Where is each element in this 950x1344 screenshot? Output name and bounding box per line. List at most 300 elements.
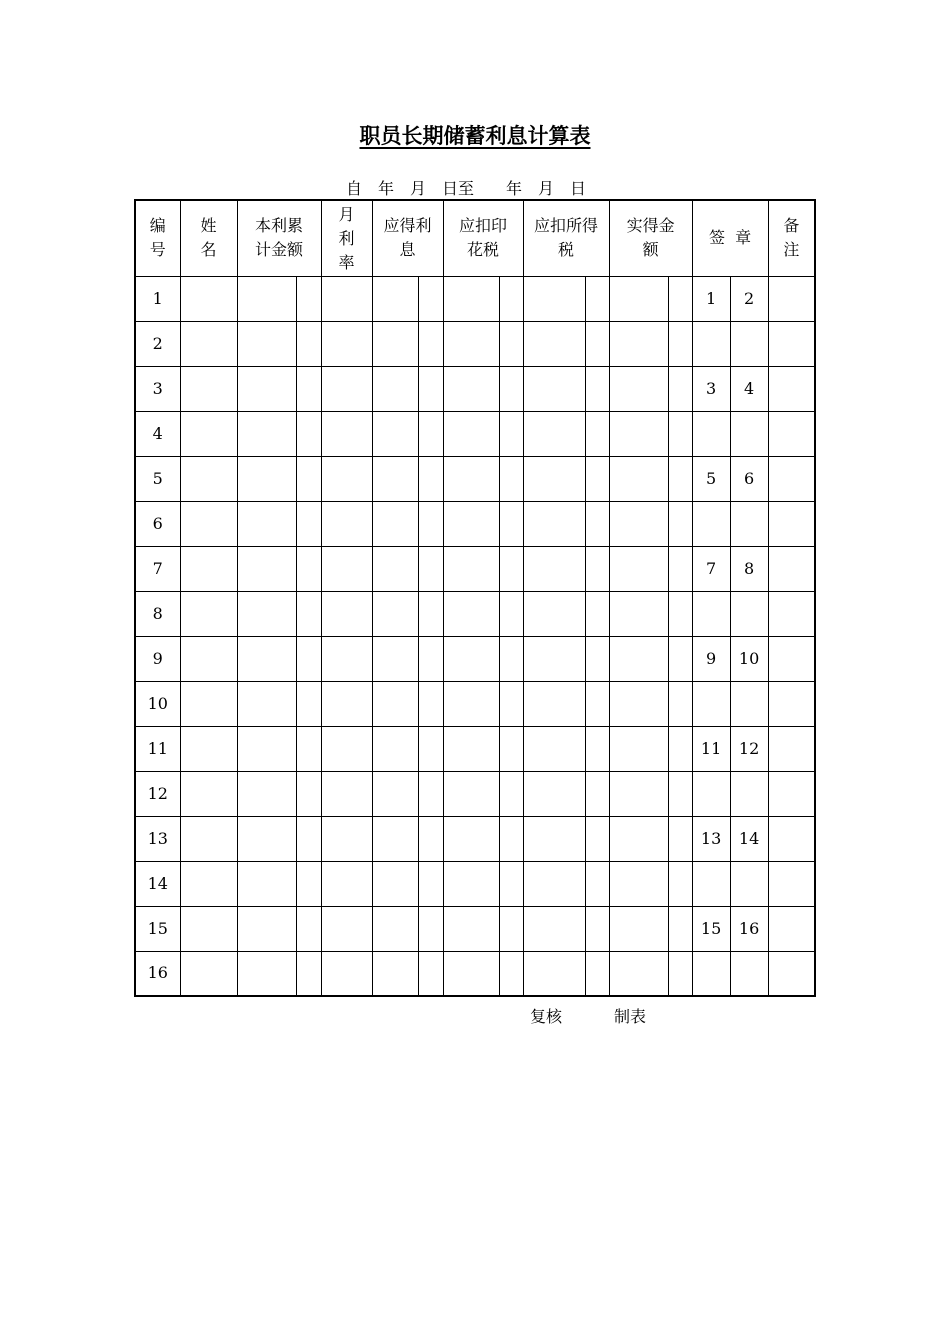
cell-stamp-tax-int[interactable] bbox=[443, 321, 499, 366]
cell-net-dec[interactable] bbox=[668, 321, 692, 366]
cell-name[interactable] bbox=[180, 951, 237, 996]
cell-stamp-tax-dec[interactable] bbox=[499, 501, 523, 546]
cell-income-tax-int[interactable] bbox=[523, 591, 585, 636]
cell-stamp-tax-int[interactable] bbox=[443, 951, 499, 996]
cell-remark[interactable] bbox=[768, 411, 815, 456]
header-principal-line1: 本利累 bbox=[255, 216, 304, 235]
table-row bbox=[135, 816, 815, 861]
cell-income-tax-dec[interactable] bbox=[585, 906, 609, 951]
table-row bbox=[135, 591, 815, 636]
header-rate-line3: 率 bbox=[338, 253, 355, 272]
cell-interest-int[interactable] bbox=[372, 411, 418, 456]
cell-interest-dec[interactable] bbox=[418, 906, 443, 951]
cell-rate[interactable] bbox=[321, 636, 372, 681]
header-name-line2: 名 bbox=[200, 240, 217, 259]
cell-no: 10 bbox=[135, 681, 180, 726]
cell-principal-dec[interactable] bbox=[296, 366, 321, 411]
cell-name[interactable] bbox=[180, 681, 237, 726]
cell-interest-int[interactable] bbox=[372, 951, 418, 996]
cell-name[interactable] bbox=[180, 906, 237, 951]
cell-interest-int[interactable] bbox=[372, 726, 418, 771]
cell-income-tax-dec[interactable] bbox=[585, 321, 609, 366]
cell-net-int[interactable] bbox=[609, 501, 668, 546]
cell-sign-b[interactable]: 6 bbox=[730, 456, 768, 501]
cell-interest-dec[interactable] bbox=[418, 816, 443, 861]
cell-principal-int[interactable] bbox=[237, 681, 296, 726]
cell-remark[interactable] bbox=[768, 366, 815, 411]
cell-principal-int[interactable] bbox=[237, 546, 296, 591]
header-remark bbox=[768, 200, 815, 276]
cell-no: 15 bbox=[135, 906, 180, 951]
cell-stamp-tax-dec[interactable] bbox=[499, 276, 523, 321]
cell-net-dec[interactable] bbox=[668, 681, 692, 726]
cell-stamp-tax-dec[interactable] bbox=[499, 546, 523, 591]
cell-remark[interactable] bbox=[768, 816, 815, 861]
cell-sign-b[interactable]: 4 bbox=[730, 366, 768, 411]
cell-sign-b[interactable]: 14 bbox=[730, 816, 768, 861]
cell-name[interactable] bbox=[180, 546, 237, 591]
cell-stamp-tax-int[interactable] bbox=[443, 636, 499, 681]
cell-sign-b[interactable]: 2 bbox=[730, 276, 768, 321]
cell-rate[interactable] bbox=[321, 366, 372, 411]
header-net-line2: 额 bbox=[642, 240, 659, 259]
cell-stamp-tax-dec[interactable] bbox=[499, 591, 523, 636]
cell-remark[interactable] bbox=[768, 591, 815, 636]
cell-income-tax-int[interactable] bbox=[523, 681, 585, 726]
cell-no: 12 bbox=[135, 771, 180, 816]
cell-sign-a[interactable]: 1 bbox=[692, 276, 730, 321]
cell-interest-dec[interactable] bbox=[418, 591, 443, 636]
cell-principal-int[interactable] bbox=[237, 501, 296, 546]
cell-sign-a[interactable]: 5 bbox=[692, 456, 730, 501]
cell-interest-int[interactable] bbox=[372, 456, 418, 501]
cell-rate[interactable] bbox=[321, 591, 372, 636]
cell-net-dec[interactable] bbox=[668, 726, 692, 771]
cell-net-int[interactable] bbox=[609, 951, 668, 996]
cell-net-dec[interactable] bbox=[668, 546, 692, 591]
cell-income-tax-dec[interactable] bbox=[585, 771, 609, 816]
cell-net-int[interactable] bbox=[609, 591, 668, 636]
cell-rate[interactable] bbox=[321, 321, 372, 366]
header-no-line2: 号 bbox=[149, 240, 166, 259]
cell-principal-dec[interactable] bbox=[296, 591, 321, 636]
table-row bbox=[135, 906, 815, 951]
cell-net-int[interactable] bbox=[609, 456, 668, 501]
table-row bbox=[135, 771, 815, 816]
cell-interest-dec[interactable] bbox=[418, 771, 443, 816]
cell-interest-dec[interactable] bbox=[418, 861, 443, 906]
cell-principal-dec[interactable] bbox=[296, 276, 321, 321]
table-body bbox=[135, 276, 815, 996]
cell-interest-int[interactable] bbox=[372, 771, 418, 816]
cell-sign-a[interactable] bbox=[692, 771, 730, 816]
cell-net-int[interactable] bbox=[609, 906, 668, 951]
header-no bbox=[135, 200, 180, 276]
cell-interest-dec[interactable] bbox=[418, 501, 443, 546]
cell-stamp-tax-int[interactable] bbox=[443, 816, 499, 861]
cell-principal-int[interactable] bbox=[237, 366, 296, 411]
cell-name[interactable] bbox=[180, 591, 237, 636]
cell-stamp-tax-int[interactable] bbox=[443, 501, 499, 546]
cell-interest-dec[interactable] bbox=[418, 951, 443, 996]
cell-rate[interactable] bbox=[321, 861, 372, 906]
cell-income-tax-int[interactable] bbox=[523, 771, 585, 816]
cell-principal-int[interactable] bbox=[237, 321, 296, 366]
cell-income-tax-dec[interactable] bbox=[585, 546, 609, 591]
cell-income-tax-int[interactable] bbox=[523, 546, 585, 591]
cell-rate[interactable] bbox=[321, 726, 372, 771]
cell-interest-dec[interactable] bbox=[418, 681, 443, 726]
cell-sign-b[interactable] bbox=[730, 861, 768, 906]
cell-principal-int[interactable] bbox=[237, 726, 296, 771]
cell-remark[interactable] bbox=[768, 861, 815, 906]
table-row bbox=[135, 366, 815, 411]
cell-interest-int[interactable] bbox=[372, 636, 418, 681]
cell-principal-dec[interactable] bbox=[296, 861, 321, 906]
cell-income-tax-int[interactable] bbox=[523, 366, 585, 411]
cell-sign-a[interactable] bbox=[692, 321, 730, 366]
cell-stamp-tax-int[interactable] bbox=[443, 861, 499, 906]
cell-remark[interactable] bbox=[768, 636, 815, 681]
cell-stamp-tax-int[interactable] bbox=[443, 366, 499, 411]
header-income-tax bbox=[523, 200, 609, 276]
cell-sign-a[interactable]: 7 bbox=[692, 546, 730, 591]
cell-remark[interactable] bbox=[768, 321, 815, 366]
header-row bbox=[135, 200, 815, 276]
date-range-line: 自 年 月 日至 年 月 日 bbox=[346, 179, 587, 198]
cell-principal-int[interactable] bbox=[237, 456, 296, 501]
cell-income-tax-int[interactable] bbox=[523, 321, 585, 366]
cell-sign-a[interactable]: 15 bbox=[692, 906, 730, 951]
cell-net-int[interactable] bbox=[609, 861, 668, 906]
cell-stamp-tax-dec[interactable] bbox=[499, 726, 523, 771]
cell-principal-dec[interactable] bbox=[296, 501, 321, 546]
cell-stamp-tax-dec[interactable] bbox=[499, 771, 523, 816]
cell-interest-int[interactable] bbox=[372, 816, 418, 861]
cell-no: 4 bbox=[135, 411, 180, 456]
header-rate bbox=[321, 200, 372, 276]
cell-principal-dec[interactable] bbox=[296, 321, 321, 366]
cell-net-dec[interactable] bbox=[668, 951, 692, 996]
cell-interest-dec[interactable] bbox=[418, 726, 443, 771]
cell-rate[interactable] bbox=[321, 276, 372, 321]
cell-sign-a[interactable]: 13 bbox=[692, 816, 730, 861]
cell-principal-int[interactable] bbox=[237, 816, 296, 861]
cell-income-tax-dec[interactable] bbox=[585, 366, 609, 411]
cell-rate[interactable] bbox=[321, 816, 372, 861]
header-stamp-tax-line2: 花税 bbox=[467, 240, 500, 259]
cell-sign-a[interactable] bbox=[692, 681, 730, 726]
cell-income-tax-dec[interactable] bbox=[585, 726, 609, 771]
cell-stamp-tax-int[interactable] bbox=[443, 456, 499, 501]
table-row bbox=[135, 456, 815, 501]
cell-sign-a[interactable] bbox=[692, 501, 730, 546]
cell-stamp-tax-dec[interactable] bbox=[499, 861, 523, 906]
cell-name[interactable] bbox=[180, 816, 237, 861]
cell-interest-int[interactable] bbox=[372, 591, 418, 636]
cell-income-tax-int[interactable] bbox=[523, 636, 585, 681]
cell-rate[interactable] bbox=[321, 546, 372, 591]
cell-sign-b[interactable] bbox=[730, 771, 768, 816]
cell-no: 11 bbox=[135, 726, 180, 771]
cell-net-dec[interactable] bbox=[668, 636, 692, 681]
table-row bbox=[135, 636, 815, 681]
cell-net-dec[interactable] bbox=[668, 771, 692, 816]
cell-income-tax-int[interactable] bbox=[523, 906, 585, 951]
cell-principal-dec[interactable] bbox=[296, 951, 321, 996]
cell-stamp-tax-dec[interactable] bbox=[499, 951, 523, 996]
cell-income-tax-dec[interactable] bbox=[585, 591, 609, 636]
header-no-line1: 编 bbox=[149, 216, 166, 235]
cell-sign-b[interactable] bbox=[730, 501, 768, 546]
cell-income-tax-dec[interactable] bbox=[585, 501, 609, 546]
cell-name[interactable] bbox=[180, 636, 237, 681]
cell-principal-int[interactable] bbox=[237, 771, 296, 816]
header-income-tax-line1: 应扣所得 bbox=[534, 216, 599, 235]
cell-rate[interactable] bbox=[321, 411, 372, 456]
table-row bbox=[135, 276, 815, 321]
cell-principal-dec[interactable] bbox=[296, 681, 321, 726]
cell-interest-int[interactable] bbox=[372, 321, 418, 366]
cell-principal-dec[interactable] bbox=[296, 816, 321, 861]
cell-sign-a[interactable]: 11 bbox=[692, 726, 730, 771]
cell-interest-dec[interactable] bbox=[418, 546, 443, 591]
cell-net-int[interactable] bbox=[609, 411, 668, 456]
cell-principal-dec[interactable] bbox=[296, 636, 321, 681]
cell-remark[interactable] bbox=[768, 906, 815, 951]
cell-interest-int[interactable] bbox=[372, 906, 418, 951]
cell-net-dec[interactable] bbox=[668, 276, 692, 321]
cell-income-tax-int[interactable] bbox=[523, 726, 585, 771]
cell-no: 1 bbox=[135, 276, 180, 321]
cell-principal-dec[interactable] bbox=[296, 411, 321, 456]
cell-stamp-tax-int[interactable] bbox=[443, 771, 499, 816]
cell-name[interactable] bbox=[180, 321, 237, 366]
interest-table bbox=[134, 199, 816, 997]
cell-remark[interactable] bbox=[768, 276, 815, 321]
cell-stamp-tax-dec[interactable] bbox=[499, 681, 523, 726]
cell-remark[interactable] bbox=[768, 951, 815, 996]
cell-income-tax-int[interactable] bbox=[523, 456, 585, 501]
cell-net-dec[interactable] bbox=[668, 591, 692, 636]
cell-interest-int[interactable] bbox=[372, 366, 418, 411]
cell-name[interactable] bbox=[180, 456, 237, 501]
cell-principal-dec[interactable] bbox=[296, 726, 321, 771]
cell-principal-dec[interactable] bbox=[296, 456, 321, 501]
cell-name[interactable] bbox=[180, 501, 237, 546]
cell-rate[interactable] bbox=[321, 456, 372, 501]
cell-net-int[interactable] bbox=[609, 636, 668, 681]
cell-remark[interactable] bbox=[768, 546, 815, 591]
cell-stamp-tax-int[interactable] bbox=[443, 906, 499, 951]
cell-net-int[interactable] bbox=[609, 771, 668, 816]
cell-sign-b[interactable] bbox=[730, 681, 768, 726]
cell-rate[interactable] bbox=[321, 501, 372, 546]
cell-remark[interactable] bbox=[768, 501, 815, 546]
header-name bbox=[180, 200, 237, 276]
header-interest bbox=[372, 200, 443, 276]
cell-remark[interactable] bbox=[768, 726, 815, 771]
cell-net-int[interactable] bbox=[609, 816, 668, 861]
cell-stamp-tax-dec[interactable] bbox=[499, 366, 523, 411]
cell-sign-b[interactable]: 16 bbox=[730, 906, 768, 951]
header-income-tax-line2: 税 bbox=[558, 240, 575, 259]
cell-income-tax-int[interactable] bbox=[523, 276, 585, 321]
cell-net-dec[interactable] bbox=[668, 366, 692, 411]
cell-no: 14 bbox=[135, 861, 180, 906]
cell-stamp-tax-dec[interactable] bbox=[499, 321, 523, 366]
cell-income-tax-dec[interactable] bbox=[585, 681, 609, 726]
cell-sign-b[interactable]: 12 bbox=[730, 726, 768, 771]
table-row bbox=[135, 411, 815, 456]
cell-stamp-tax-dec[interactable] bbox=[499, 411, 523, 456]
cell-no: 2 bbox=[135, 321, 180, 366]
cell-interest-dec[interactable] bbox=[418, 456, 443, 501]
cell-net-dec[interactable] bbox=[668, 456, 692, 501]
cell-principal-dec[interactable] bbox=[296, 906, 321, 951]
cell-sign-a[interactable] bbox=[692, 591, 730, 636]
cell-principal-int[interactable] bbox=[237, 861, 296, 906]
cell-principal-int[interactable] bbox=[237, 951, 296, 996]
header-rate-line2: 利 bbox=[338, 229, 355, 248]
cell-net-int[interactable] bbox=[609, 726, 668, 771]
header-principal bbox=[237, 200, 321, 276]
cell-name[interactable] bbox=[180, 411, 237, 456]
cell-interest-dec[interactable] bbox=[418, 366, 443, 411]
cell-interest-int[interactable] bbox=[372, 861, 418, 906]
cell-net-int[interactable] bbox=[609, 546, 668, 591]
cell-interest-int[interactable] bbox=[372, 276, 418, 321]
cell-stamp-tax-int[interactable] bbox=[443, 591, 499, 636]
table-row bbox=[135, 951, 815, 996]
cell-income-tax-int[interactable] bbox=[523, 501, 585, 546]
table-row bbox=[135, 546, 815, 591]
cell-rate[interactable] bbox=[321, 906, 372, 951]
cell-stamp-tax-int[interactable] bbox=[443, 726, 499, 771]
cell-name[interactable] bbox=[180, 771, 237, 816]
header-rate-line1: 月 bbox=[338, 205, 355, 224]
cell-no: 13 bbox=[135, 816, 180, 861]
cell-income-tax-dec[interactable] bbox=[585, 456, 609, 501]
cell-name[interactable] bbox=[180, 726, 237, 771]
header-stamp-tax bbox=[443, 200, 523, 276]
cell-sign-a[interactable] bbox=[692, 861, 730, 906]
cell-income-tax-int[interactable] bbox=[523, 861, 585, 906]
cell-principal-int[interactable] bbox=[237, 636, 296, 681]
cell-rate[interactable] bbox=[321, 771, 372, 816]
footer-review-label: 复核 bbox=[530, 1007, 563, 1026]
cell-remark[interactable] bbox=[768, 681, 815, 726]
cell-income-tax-int[interactable] bbox=[523, 816, 585, 861]
cell-no: 9 bbox=[135, 636, 180, 681]
cell-net-dec[interactable] bbox=[668, 411, 692, 456]
cell-no: 3 bbox=[135, 366, 180, 411]
header-remark-line1: 备 bbox=[783, 216, 800, 235]
cell-stamp-tax-int[interactable] bbox=[443, 546, 499, 591]
cell-remark[interactable] bbox=[768, 456, 815, 501]
table-row bbox=[135, 861, 815, 906]
cell-principal-dec[interactable] bbox=[296, 771, 321, 816]
cell-interest-dec[interactable] bbox=[418, 321, 443, 366]
header-net-line1: 实得金 bbox=[626, 216, 675, 235]
cell-income-tax-dec[interactable] bbox=[585, 816, 609, 861]
cell-sign-b[interactable]: 8 bbox=[730, 546, 768, 591]
cell-interest-int[interactable] bbox=[372, 681, 418, 726]
cell-sign-a[interactable]: 9 bbox=[692, 636, 730, 681]
cell-net-int[interactable] bbox=[609, 366, 668, 411]
cell-interest-dec[interactable] bbox=[418, 276, 443, 321]
cell-stamp-tax-dec[interactable] bbox=[499, 906, 523, 951]
cell-net-dec[interactable] bbox=[668, 906, 692, 951]
cell-income-tax-dec[interactable] bbox=[585, 861, 609, 906]
cell-sign-b[interactable] bbox=[730, 591, 768, 636]
cell-income-tax-int[interactable] bbox=[523, 951, 585, 996]
cell-net-int[interactable] bbox=[609, 321, 668, 366]
table-row bbox=[135, 681, 815, 726]
header-net bbox=[609, 200, 692, 276]
cell-stamp-tax-int[interactable] bbox=[443, 681, 499, 726]
cell-remark[interactable] bbox=[768, 771, 815, 816]
cell-sign-b[interactable]: 10 bbox=[730, 636, 768, 681]
cell-income-tax-dec[interactable] bbox=[585, 636, 609, 681]
cell-income-tax-int[interactable] bbox=[523, 411, 585, 456]
header-sign: 签 章 bbox=[692, 200, 768, 276]
cell-income-tax-dec[interactable] bbox=[585, 951, 609, 996]
cell-rate[interactable] bbox=[321, 681, 372, 726]
table-row bbox=[135, 726, 815, 771]
cell-sign-a[interactable]: 3 bbox=[692, 366, 730, 411]
header-remark-line2: 注 bbox=[783, 240, 800, 259]
header-interest-line2: 息 bbox=[399, 240, 416, 259]
cell-stamp-tax-int[interactable] bbox=[443, 411, 499, 456]
header-principal-line2: 计金额 bbox=[255, 240, 304, 259]
cell-rate[interactable] bbox=[321, 951, 372, 996]
cell-sign-a[interactable] bbox=[692, 951, 730, 996]
cell-principal-int[interactable] bbox=[237, 276, 296, 321]
cell-name[interactable] bbox=[180, 861, 237, 906]
cell-sign-a[interactable] bbox=[692, 411, 730, 456]
cell-stamp-tax-dec[interactable] bbox=[499, 456, 523, 501]
page-title-text: 职员长期储蓄利息计算表 bbox=[359, 124, 591, 148]
cell-interest-int[interactable] bbox=[372, 546, 418, 591]
cell-income-tax-dec[interactable] bbox=[585, 411, 609, 456]
table-row bbox=[135, 501, 815, 546]
cell-net-int[interactable] bbox=[609, 276, 668, 321]
cell-principal-int[interactable] bbox=[237, 906, 296, 951]
cell-stamp-tax-dec[interactable] bbox=[499, 636, 523, 681]
cell-net-int[interactable] bbox=[609, 681, 668, 726]
page-title bbox=[0, 120, 950, 150]
cell-net-dec[interactable] bbox=[668, 816, 692, 861]
cell-principal-dec[interactable] bbox=[296, 546, 321, 591]
cell-no: 6 bbox=[135, 501, 180, 546]
cell-net-dec[interactable] bbox=[668, 501, 692, 546]
cell-stamp-tax-int[interactable] bbox=[443, 276, 499, 321]
cell-principal-int[interactable] bbox=[237, 591, 296, 636]
cell-interest-int[interactable] bbox=[372, 501, 418, 546]
cell-sign-b[interactable] bbox=[730, 411, 768, 456]
cell-net-dec[interactable] bbox=[668, 861, 692, 906]
cell-stamp-tax-dec[interactable] bbox=[499, 816, 523, 861]
cell-interest-dec[interactable] bbox=[418, 411, 443, 456]
cell-name[interactable] bbox=[180, 366, 237, 411]
cell-name[interactable] bbox=[180, 276, 237, 321]
cell-sign-b[interactable] bbox=[730, 951, 768, 996]
cell-interest-dec[interactable] bbox=[418, 636, 443, 681]
cell-sign-b[interactable] bbox=[730, 321, 768, 366]
cell-income-tax-dec[interactable] bbox=[585, 276, 609, 321]
cell-principal-int[interactable] bbox=[237, 411, 296, 456]
